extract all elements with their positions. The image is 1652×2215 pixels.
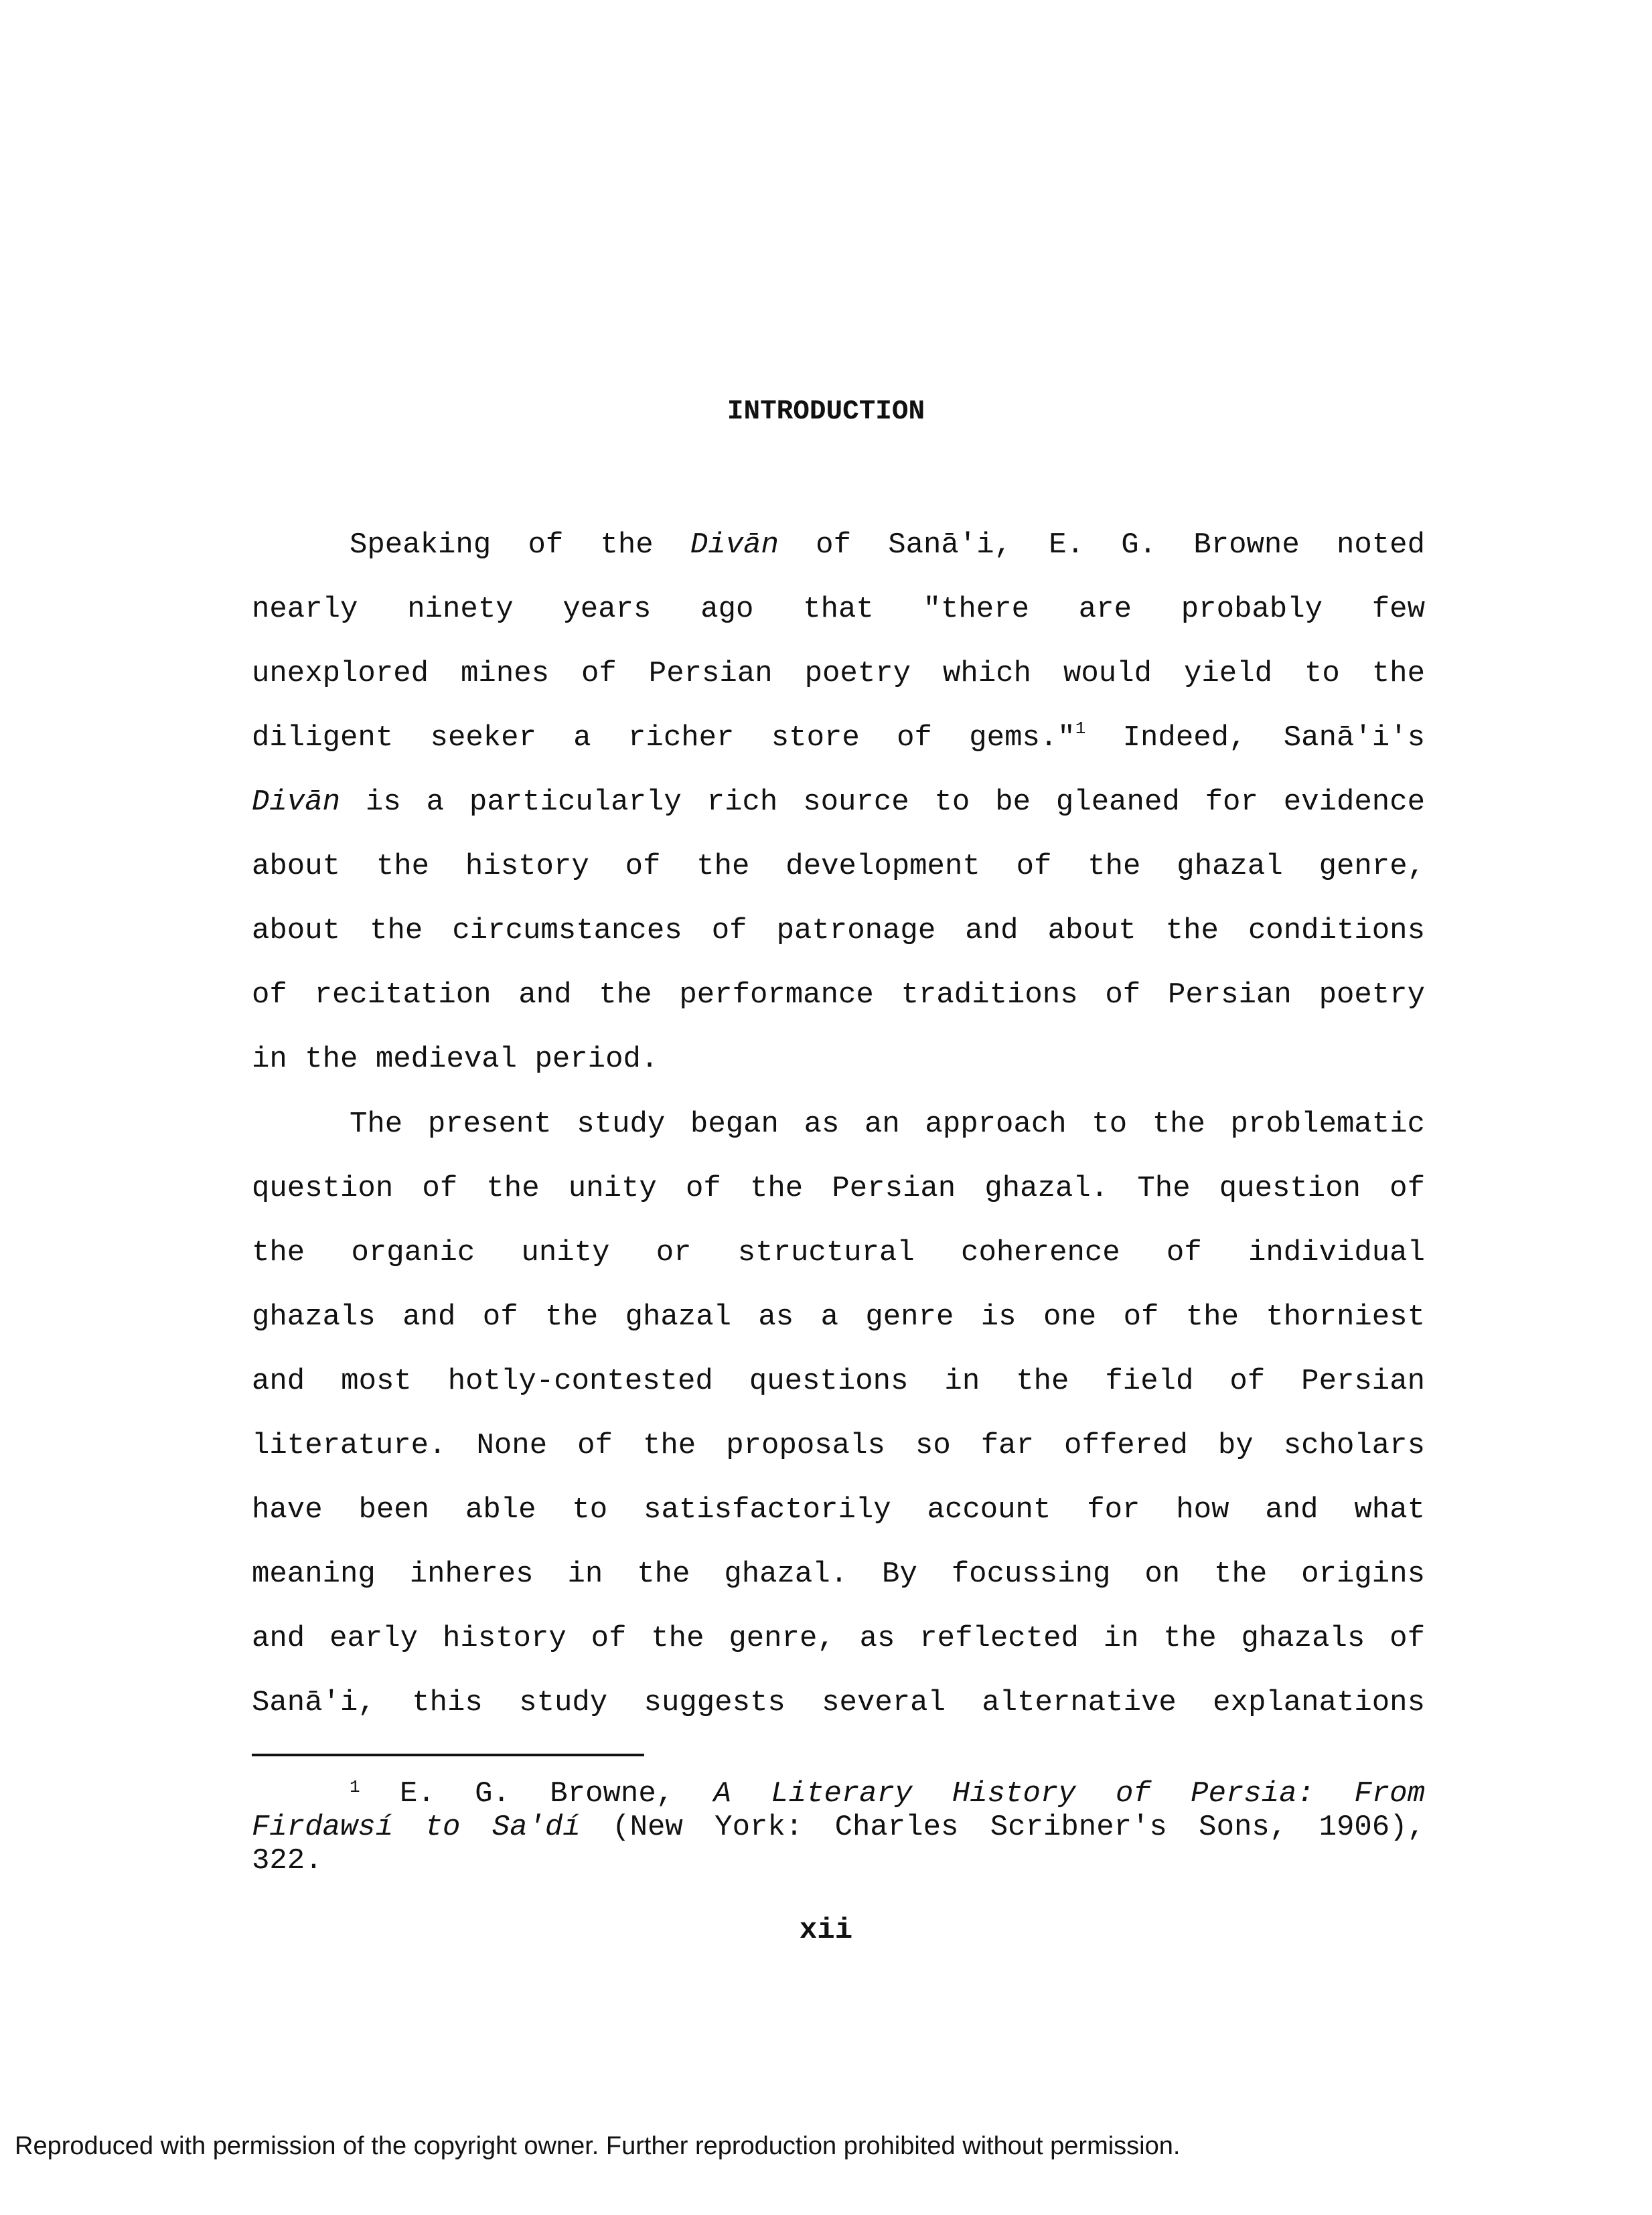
text-line: question of the unity of the Persian ghazal. The question of (252, 1172, 1425, 1205)
footnote (252, 1777, 1425, 1878)
paragraph-1 (252, 513, 1425, 1091)
footnote-marker: 1 (350, 1777, 360, 1797)
text-line: have been able to satisfactorily account for how and what (252, 1493, 1425, 1527)
text-run: (New York: Charles Scribner's Sons, 1906), (580, 1811, 1425, 1844)
paragraph-2 (252, 1092, 1425, 1735)
text-line: in the medieval period. (252, 1043, 659, 1076)
text-line (252, 706, 1425, 770)
footnote-line: 322. (252, 1844, 323, 1878)
text-line: Sanā'i, this study suggests several alternative explanations (252, 1686, 1425, 1720)
text-line: about the history of the development of the ghazal genre, (252, 850, 1425, 883)
text-line: the organic unity or structural coherence of individual (252, 1236, 1425, 1270)
text-line: literature. None of the proposals so far offered by scholars (252, 1429, 1425, 1462)
text-line: The present study began as an approach to the problematic (350, 1108, 1425, 1141)
text-line: unexplored mines of Persian poetry which would yield to the (252, 657, 1425, 690)
italic-title: Divān (252, 785, 341, 819)
page-title: INTRODUCTION (727, 396, 925, 427)
text-run: Speaking of the (350, 528, 690, 562)
text-line (252, 770, 1425, 834)
text-line: and most hotly-contested questions in the field of Persian (252, 1365, 1425, 1398)
text-run: is a particularly rich source to be gleaned for evidence (340, 785, 1425, 819)
text-line: and early history of the genre, as reflected in the ghazals of (252, 1622, 1425, 1655)
italic-title: Divān (690, 528, 779, 562)
text-line: nearly ninety years ago that "there are probably few (252, 593, 1425, 626)
text-run: Indeed, Sanā'i's (1085, 721, 1426, 755)
text-line (252, 513, 1425, 577)
text-line: meaning inheres in the ghazal. By focussing on the origins (252, 1557, 1425, 1591)
text-run: diligent seeker a richer store of gems." (252, 721, 1075, 755)
italic-title: Firdawsí to Sa'dí (252, 1811, 581, 1844)
text-line: ghazals and of the ghazal as a genre is one of the thorniest (252, 1300, 1425, 1334)
footnote-line (252, 1811, 1425, 1844)
text-line: about the circumstances of patronage and about the conditions (252, 914, 1425, 947)
page-number: xii (799, 1914, 853, 1947)
footnote-divider (252, 1754, 644, 1756)
italic-title: A Literary History of Persia: From (713, 1777, 1425, 1811)
footnote-reference: 1 (1075, 718, 1086, 739)
copyright-notice: Reproduced with permission of the copyright owner. Further reproduction prohibited without permission. (15, 2132, 1181, 2160)
footnote-line (252, 1777, 1425, 1811)
text-line: of recitation and the performance traditions of Persian poetry (252, 978, 1425, 1012)
text-run: E. G. Browne, (360, 1777, 714, 1811)
text-run: of Sanā'i, E. G. Browne noted (778, 528, 1425, 562)
